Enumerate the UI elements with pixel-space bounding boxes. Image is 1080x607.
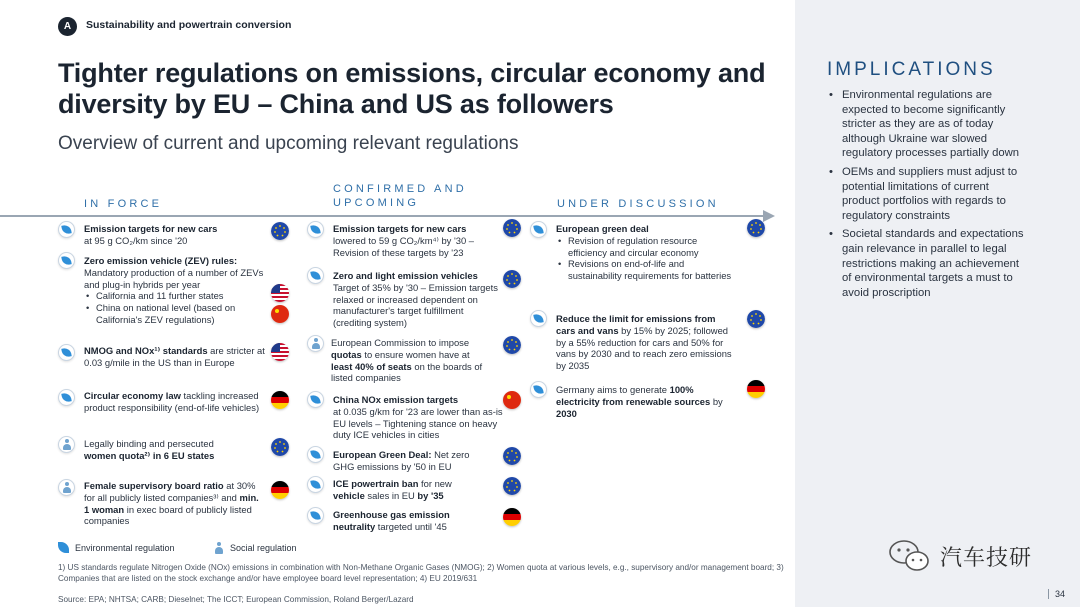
leaf-icon bbox=[307, 391, 324, 408]
list-item: Circular economy law tackling increased product responsibility (end-of-life vehicles) bbox=[84, 390, 260, 413]
us-flag-icon bbox=[271, 343, 289, 361]
legend-social: Social regulation bbox=[214, 542, 297, 554]
bullet-item: • China on national level (based on California's ZEV regulations) bbox=[84, 302, 266, 326]
source-note: Source: EPA; NHTSA; CARB; Dieselnet; The ICCT; European Commission, Roland Berger/Lazard bbox=[58, 595, 414, 604]
person-icon bbox=[214, 542, 224, 554]
list-item: Female supervisory board ratio at 30% for all publicly listed companies³⁾ and min. 1 woman in exec board of publicly listed companies bbox=[84, 480, 259, 527]
eu-flag-icon bbox=[271, 438, 289, 456]
germany-flag-icon bbox=[503, 508, 521, 526]
leaf-icon bbox=[307, 507, 324, 524]
page-subtitle: Overview of current and upcoming relevant regulations bbox=[58, 133, 519, 154]
us-flag-icon bbox=[271, 284, 289, 302]
list-item: Zero emission vehicle (ZEV) rules: Mandatory production of a number of ZEVs and plug-in hybrids per year • California and 11 further states • China on national level (based on California's ZEV regulations) bbox=[84, 255, 266, 326]
germany-flag-icon bbox=[271, 391, 289, 409]
eu-flag-icon bbox=[503, 477, 521, 495]
eu-flag-icon bbox=[747, 310, 765, 328]
eu-flag-icon bbox=[503, 336, 521, 354]
germany-flag-icon bbox=[747, 380, 765, 398]
implication-item: • Societal standards and expectations gain relevance in parallel to legal restrictions making an achievement of environmental targets a must to avoid proscription bbox=[827, 227, 1027, 300]
leaf-icon bbox=[58, 221, 75, 238]
leaf-icon bbox=[58, 389, 75, 406]
implication-item: • Environmental regulations are expected to become significantly stricter as they are as of today although Ukraine war slowed regulatory processes partially down bbox=[827, 88, 1027, 161]
column-header-in-force: IN FORCE bbox=[84, 198, 163, 210]
list-item: European Green Deal: Net zero GHG emissions by '50 in EU bbox=[333, 449, 470, 472]
bullet-item: • Revision of regulation resource efficiency and circular economy bbox=[556, 235, 736, 259]
list-item: Emission targets for new cars at 95 g CO₂/km since '20 bbox=[84, 223, 218, 246]
leaf-icon bbox=[58, 344, 75, 361]
implication-item: • OEMs and suppliers must adjust to potential limitations of current product portfolios with regards to regulatory constraints bbox=[827, 165, 1027, 223]
leaf-icon bbox=[307, 476, 324, 493]
bullet-item: • California and 11 further states bbox=[84, 290, 266, 302]
eu-flag-icon bbox=[503, 270, 521, 288]
eu-flag-icon bbox=[503, 219, 521, 237]
implications-list bbox=[827, 88, 1027, 304]
column-header-confirmed: CONFIRMED AND UPCOMING bbox=[333, 183, 467, 209]
watermark bbox=[888, 537, 1032, 575]
leaf-icon bbox=[530, 310, 547, 327]
timeline-line bbox=[0, 215, 765, 217]
watermark-text: 汽车技研 bbox=[940, 545, 1033, 571]
person-icon bbox=[58, 479, 75, 496]
list-item: European green deal • Revision of regulation resource efficiency and circular economy • Revisions on end-of-life and sustainability requirements for batteries bbox=[556, 223, 736, 282]
eu-flag-icon bbox=[271, 222, 289, 240]
section-title: Sustainability and powertrain conversion bbox=[86, 19, 292, 31]
footnote: 1) US standards regulate Nitrogen Oxide (NOx) emissions in combination with Non-Methane Organic Gases (NMOG); 2) Women quota at various levels, e.g., supervisory and/or management board; 3) Companies that are listed on the stock exchange and/or have employee board level representation; 4) EU 2019/631 bbox=[58, 563, 784, 583]
section-badge: A bbox=[58, 17, 77, 36]
leaf-icon bbox=[530, 381, 547, 398]
column-header-discussion: UNDER DISCUSSION bbox=[557, 198, 719, 210]
legend-environmental: Environmental regulation bbox=[58, 542, 175, 553]
page-title: Tighter regulations on emissions, circular economy and diversity by EU – China and US as followers bbox=[58, 58, 766, 119]
timeline-arrow-icon bbox=[763, 210, 775, 222]
list-item: NMOG and NOx¹⁾ standards are stricter at 0.03 g/mile in the US than in Europe bbox=[84, 345, 265, 368]
list-item: Greenhouse gas emission neutrality targeted until '45 bbox=[333, 509, 450, 532]
list-item: Emission targets for new cars lowered to 59 g CO₂/km⁴⁾ by '30 – Revision of these targets by '23 bbox=[333, 223, 474, 258]
leaf-icon bbox=[307, 221, 324, 238]
china-flag-icon bbox=[271, 305, 289, 323]
leaf-icon bbox=[58, 252, 75, 269]
leaf-icon bbox=[307, 446, 324, 463]
list-item: European Commission to impose quotas to ensure women have at least 40% of seats on the boards of listed companies bbox=[331, 337, 483, 384]
list-item: Legally binding and persecuted women quota²⁾ in 6 EU states bbox=[84, 438, 215, 461]
list-item: Germany aims to generate 100% electricity from renewable sources by 2030 bbox=[556, 384, 723, 419]
eu-flag-icon bbox=[747, 219, 765, 237]
wechat-icon bbox=[888, 537, 932, 575]
list-item: Reduce the limit for emissions from cars and vans by 15% by 2025; followed by a 55% reduction for cars and 50% for vans by 2030 and to reach zero emissions by 2035 bbox=[556, 313, 732, 372]
person-icon bbox=[58, 436, 75, 453]
person-icon bbox=[307, 335, 324, 352]
leaf-icon bbox=[58, 542, 69, 553]
eu-flag-icon bbox=[503, 447, 521, 465]
leaf-icon bbox=[530, 221, 547, 238]
list-item: China NOx emission targets at 0.035 g/km for '23 are lower than as-is EU levels – Tightening stance on heavy duty ICE vehicles in cities bbox=[333, 394, 503, 441]
leaf-icon bbox=[307, 267, 324, 284]
china-flag-icon bbox=[503, 391, 521, 409]
implications-title: IMPLICATIONS bbox=[827, 59, 996, 80]
list-item: Zero and light emission vehicles Target of 35% by '30 – Emission targets relaxed or increased dependent on manufacturer's target fulfillment (crediting system) bbox=[333, 270, 498, 329]
bullet-item: • Revisions on end-of-life and sustainability requirements for batteries bbox=[556, 258, 736, 282]
germany-flag-icon bbox=[271, 481, 289, 499]
list-item: ICE powertrain ban for new vehicle sales in EU by '35 bbox=[333, 478, 452, 501]
page-number: 34 bbox=[1048, 589, 1065, 599]
